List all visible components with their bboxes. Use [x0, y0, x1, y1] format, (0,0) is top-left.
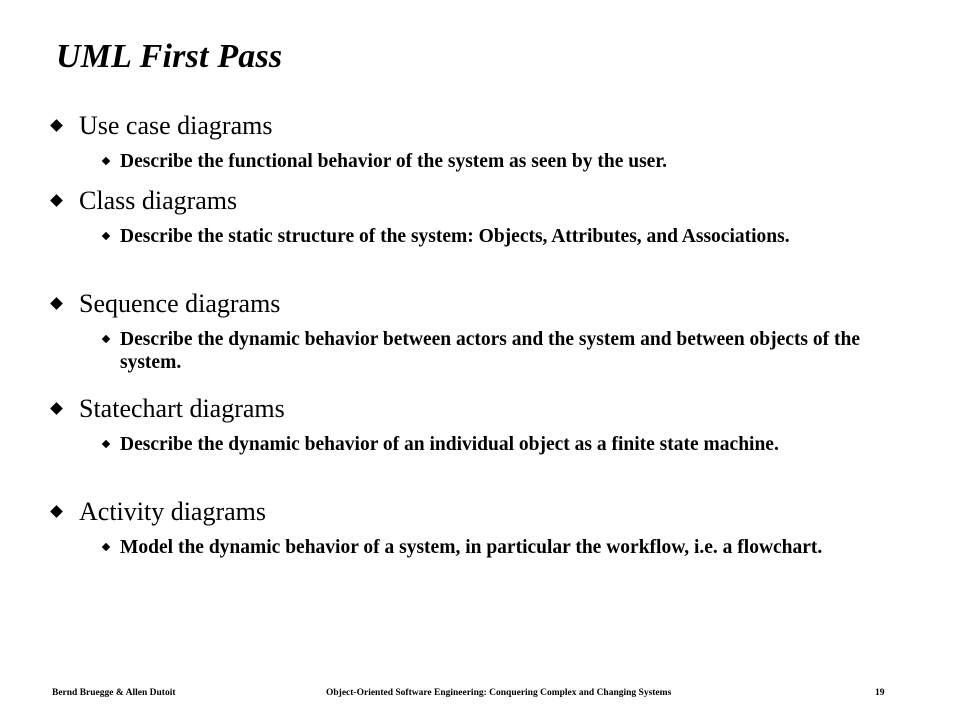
bullet-main	[52, 394, 932, 424]
small-diamond-bullet-icon	[102, 543, 110, 551]
sub-bullet	[120, 150, 900, 173]
sub-bullet	[120, 433, 900, 456]
diamond-bullet-icon	[50, 194, 63, 207]
bullet-item-statechart	[52, 394, 932, 456]
footer-page-number: 19	[875, 688, 885, 698]
footer-book-title: Object-Oriented Software Engineering: Conquering Complex and Changing Systems	[326, 688, 672, 698]
bullet-label: Sequence diagrams	[79, 289, 281, 318]
footer-author: Bernd Bruegge & Allen Dutoit	[52, 688, 176, 698]
bullet-label: Class diagrams	[79, 186, 238, 215]
sub-bullet	[120, 225, 900, 248]
sub-bullet-text: Describe the functional behavior of the system as seen by the user.	[120, 151, 668, 172]
diamond-bullet-icon	[50, 505, 63, 518]
diamond-bullet-icon	[50, 402, 63, 415]
sub-bullet-text: Model the dynamic behavior of a system, in particular the workflow, i.e. a flowchart.	[120, 537, 823, 558]
bullet-main	[52, 289, 932, 319]
slide-title: UML First Pass	[56, 38, 283, 75]
bullet-label: Activity diagrams	[79, 497, 267, 526]
sub-bullet-text: Describe the dynamic behavior between actors and the system and between objects of the system.	[120, 329, 861, 373]
bullet-main	[52, 111, 932, 141]
bullet-item-activity	[52, 497, 932, 559]
diamond-bullet-icon	[50, 297, 63, 310]
bullet-item-class	[52, 186, 932, 248]
sub-bullet	[120, 536, 900, 559]
bullet-main	[52, 186, 932, 216]
diamond-bullet-icon	[50, 119, 63, 132]
small-diamond-bullet-icon	[102, 232, 110, 240]
small-diamond-bullet-icon	[102, 157, 110, 165]
sub-bullet	[120, 328, 900, 374]
bullet-main	[52, 497, 932, 527]
sub-bullet-text: Describe the static structure of the system: Objects, Attributes, and Associations.	[120, 226, 790, 247]
bullet-label: Statechart diagrams	[79, 394, 285, 423]
bullet-item-sequence	[52, 289, 932, 374]
bullet-label: Use case diagrams	[79, 111, 273, 140]
small-diamond-bullet-icon	[102, 335, 110, 343]
bullet-item-use-case	[52, 111, 932, 173]
slide-footer	[0, 688, 960, 704]
small-diamond-bullet-icon	[102, 440, 110, 448]
sub-bullet-text: Describe the dynamic behavior of an individual object as a finite state machine.	[120, 434, 779, 455]
